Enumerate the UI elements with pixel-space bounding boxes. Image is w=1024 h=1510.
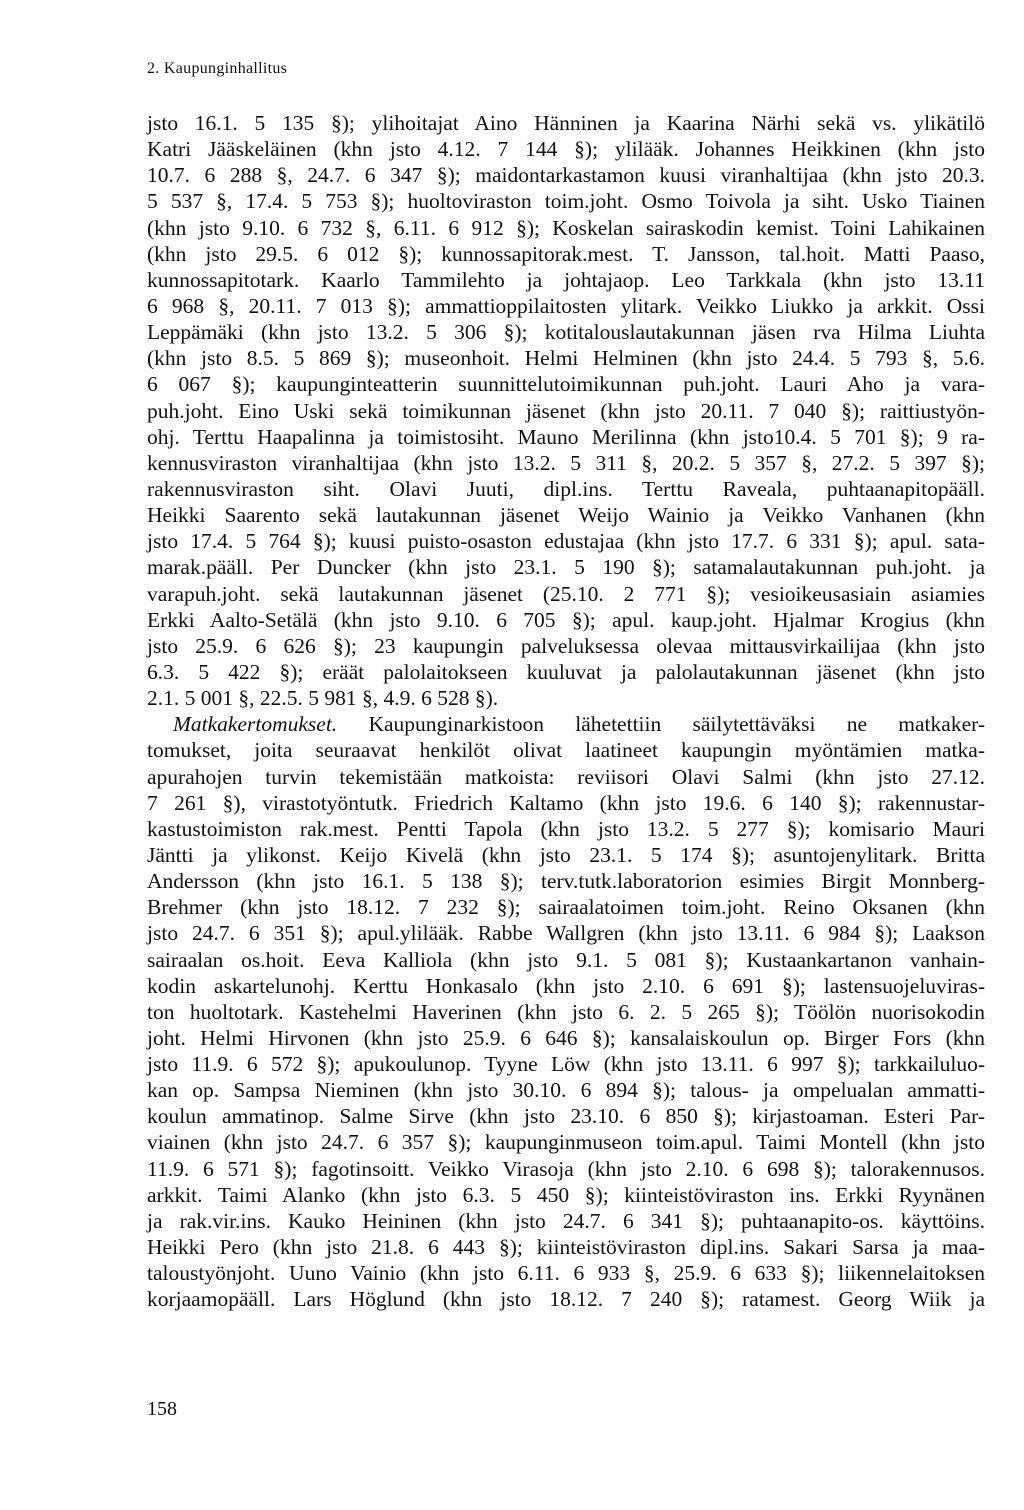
text-line: 2.1. 5 001 §, 22.5. 5 981 §, 4.9. 6 528 §). xyxy=(147,686,499,711)
text-line: joht. Helmi Hirvonen (khn jsto 25.9. 6 646 §); kansalaiskoulun op. Birger Fors (khn xyxy=(147,1025,985,1050)
text-line: Erkki Aalto-Setälä (khn jsto 9.10. 6 705 §); apul. kaup.joht. Hjalmar Krogius (khn xyxy=(147,607,985,632)
text-line: ohj. Terttu Haapalinna ja toimistosiht. Mauno Merilinna (khn jsto10.4. 5 701 §); 9 ra- xyxy=(147,424,985,449)
text-line: varapuh.joht. sekä lautakunnan jäsenet (25.10. 2 771 §); vesioikeusasiain asiamies xyxy=(147,581,985,606)
text-line: Kaupunginarkistoon lähetettiin säilytettäväksi ne matkaker- xyxy=(368,712,986,737)
text-line: Heikki Pero (khn jsto 21.8. 6 443 §); kiinteistöviraston dipl.ins. Sakari Sarsa ja maa- xyxy=(147,1235,985,1260)
text-line: arkkit. Taimi Alanko (khn jsto 6.3. 5 450 §); kiinteistöviraston ins. Erkki Ryynänen xyxy=(147,1182,985,1207)
text-line: jsto 16.1. 5 135 §); ylihoitajat Aino Hänninen ja Kaarina Närhi sekä vs. ylikätilö xyxy=(147,111,985,135)
section-paragraph-start xyxy=(147,711,985,737)
text-line: jsto 25.9. 6 626 §); 23 kaupungin palveluksessa olevaa mittausvirkailijaa (khn jsto xyxy=(147,633,985,658)
text-line: sairaalan os.hoit. Eeva Kalliola (khn jsto 9.1. 5 081 §); Kustaankartanon vanhain- xyxy=(147,947,985,972)
text-line: ton huoltotark. Kastehelmi Haverinen (khn jsto 6. 2. 5 265 §); Töölön nuorisokodin xyxy=(147,999,985,1024)
text-line: Leppämäki (khn jsto 13.2. 5 306 §); kotitalouslautakunnan jäsen rva Hilma Liuhta xyxy=(147,320,985,345)
text-line: (khn jsto 29.5. 6 012 §); kunnossapitorak.mest. T. Jansson, tal.hoit. Matti Paaso, xyxy=(147,241,985,266)
text-line: 10.7. 6 288 §, 24.7. 6 347 §); maidontarkastamon kuusi viranhaltijaa (khn jsto 20.3. xyxy=(147,163,985,188)
text-line: jsto 17.4. 5 764 §); kuusi puisto-osaston edustajaa (khn jsto 17.7. 6 331 §); apul. sata- xyxy=(147,529,985,554)
text-line: apurahojen turvin tekemistään matkoista: reviisori Olavi Salmi (khn jsto 27.12. xyxy=(147,764,985,789)
text-line: Katri Jääskeläinen (khn jsto 4.12. 7 144 §); ylilääk. Johannes Heikkinen (khn jsto xyxy=(147,137,985,162)
text-line: Brehmer (khn jsto 18.12. 7 232 §); sairaalatoimen toim.joht. Reino Oksanen (khn xyxy=(147,895,985,920)
text-line: Andersson (khn jsto 16.1. 5 138 §); terv.tutk.laboratorion esimies Birgit Monnberg- xyxy=(147,869,985,894)
text-line: jsto 24.7. 6 351 §); apul.ylilääk. Rabbe Wallgren (khn jsto 13.11. 6 984 §); Laakson xyxy=(147,921,985,946)
text-line: kennusviraston viranhaltijaa (khn jsto 13.2. 5 311 §, 20.2. 5 357 §, 27.2. 5 397 §); xyxy=(147,450,985,475)
text-line: 11.9. 6 571 §); fagotinsoitt. Veikko Virasoja (khn jsto 2.10. 6 698 §); talorakennusos. xyxy=(147,1156,985,1181)
text-line: 5 537 §, 17.4. 5 753 §); huoltoviraston toim.joht. Osmo Toivola ja siht. Usko Tiainen xyxy=(147,189,985,214)
body-text xyxy=(147,110,985,1312)
text-line: koulun ammatinop. Salme Sirve (khn jsto 23.10. 6 850 §); kirjastoaman. Esteri Par- xyxy=(147,1104,985,1129)
text-line: kunnossapitotark. Kaarlo Tammilehto ja johtajaop. Leo Tarkkala (khn jsto 13.11 xyxy=(147,267,985,292)
text-line: 6 067 §); kaupunginteatterin suunnittelutoimikunnan puh.joht. Lauri Aho ja vara- xyxy=(147,372,985,397)
text-line: kastustoimiston rak.mest. Pentti Tapola (khn jsto 13.2. 5 277 §); komisario Mauri xyxy=(147,816,985,841)
text-line: rakennusviraston siht. Olavi Juuti, dipl.ins. Terttu Raveala, puhtaanapitopääll. xyxy=(147,476,985,501)
text-line: (khn jsto 8.5. 5 869 §); museonhoit. Helmi Helminen (khn jsto 24.4. 5 793 §, 5.6. xyxy=(147,346,985,371)
text-line: tomukset, joita seuraavat henkilöt olivat laatineet kaupungin myöntämien matka- xyxy=(147,738,985,763)
text-line: (khn jsto 9.10. 6 732 §, 6.11. 6 912 §); Koskelan sairaskodin kemist. Toini Lahikainen xyxy=(147,215,985,240)
text-line: viainen (khn jsto 24.7. 6 357 §); kaupunginmuseon toim.apul. Taimi Montell (khn jsto xyxy=(147,1130,985,1155)
text-line: korjaamopääll. Lars Höglund (khn jsto 18.12. 7 240 §); ratamest. Georg Wiik ja xyxy=(147,1287,985,1312)
text-line: taloustyönjoht. Uuno Vainio (khn jsto 6.11. 6 933 §, 25.9. 6 633 §); liikennelaitoksen xyxy=(147,1261,985,1286)
section-heading: Matkakertomukset. xyxy=(173,712,338,737)
text-line: 6 968 §, 20.11. 7 013 §); ammattioppilaitosten ylitark. Veikko Liukko ja arkkit. Ossi xyxy=(147,293,985,318)
text-line: 6.3. 5 422 §); eräät palolaitokseen kuuluvat ja palolautakunnan jäsenet (khn jsto xyxy=(147,659,985,684)
text-line: Heikki Saarento sekä lautakunnan jäsenet Weijo Wainio ja Veikko Vanhanen (khn xyxy=(147,503,985,528)
text-line: 7 261 §), virastotyöntutk. Friedrich Kaltamo (khn jsto 19.6. 6 140 §); rakennustar- xyxy=(147,790,985,815)
text-line: puh.joht. Eino Uski sekä toimikunnan jäsenet (khn jsto 20.11. 7 040 §); raittiustyön- xyxy=(147,398,985,423)
running-head: 2. Kaupunginhallitus xyxy=(147,60,288,77)
text-line: Jäntti ja ylikonst. Keijo Kivelä (khn jsto 23.1. 5 174 §); asuntojenylitark. Britta xyxy=(147,842,985,867)
text-line: jsto 11.9. 6 572 §); apukoulunop. Tyyne Löw (khn jsto 13.11. 6 997 §); tarkkailuluo- xyxy=(147,1052,985,1077)
text-line: ja rak.vir.ins. Kauko Heininen (khn jsto 24.7. 6 341 §); puhtaanapito-os. käyttöins. xyxy=(147,1208,985,1233)
text-line: kan op. Sampsa Nieminen (khn jsto 30.10. 6 894 §); talous- ja ompelualan ammatti- xyxy=(147,1078,985,1103)
page-number: 158 xyxy=(147,1398,177,1420)
text-line: marak.pääll. Per Duncker (khn jsto 23.1. 5 190 §); satamalautakunnan puh.joht. ja xyxy=(147,555,985,580)
text-line: kodin askartelunohj. Kerttu Honkasalo (khn jsto 2.10. 6 691 §); lastensuojeluviras- xyxy=(147,973,985,998)
